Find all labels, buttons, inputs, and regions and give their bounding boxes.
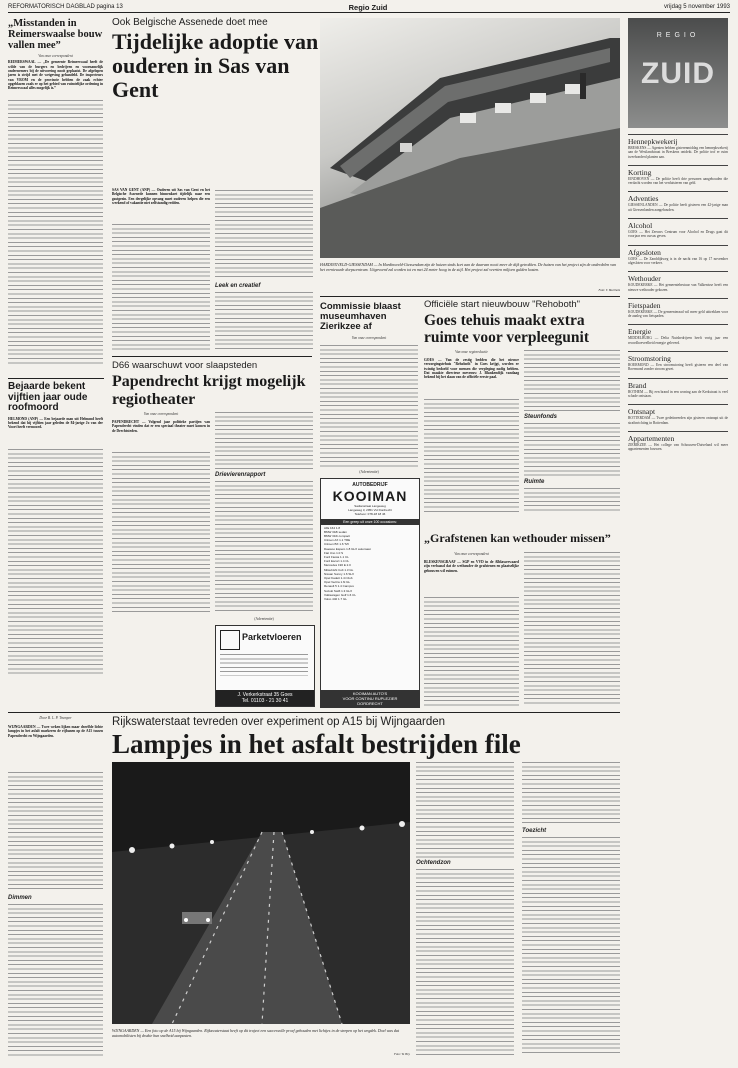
parket-contact: [216, 690, 314, 706]
rehoboth-byline: Van onze regioredactie: [455, 350, 488, 354]
bottom-rule: [8, 712, 620, 713]
adoptie-body-col2: [215, 190, 313, 280]
grafstenen-lead: BLESKENSGRAAF — SGP en VVD in de Alblasserwaard zijn verbaasd dat de wethouder de grafstenen en plaatselijke gebouwen wil ruimen.: [424, 560, 519, 573]
rehoboth-body-col1: [424, 399, 519, 514]
adoptie-kicker: Ook Belgische Assenede doet mee: [112, 17, 268, 28]
sidebar-brief: [628, 298, 728, 319]
dike-photo-caption: HARDINXVELD-GIESSENDAM — In Hardinxveld-Giessendam zijn de huizen sinds kort aan de daarvan nooit meer de dijk getrokken. De huizen van het project zijn de onderdelen van het vernieuwde dorpscentrum. Uitgevoerd zal worden tot en met 24 meter hoog in de stijl. Het project zal veertien miljoen gulden kosten.: [320, 262, 617, 272]
sidebar-brief: [628, 218, 728, 239]
car-list-item: Mitsubishi Colt 1.3 GL: [324, 567, 354, 572]
kooiman-list-title: Een greep uit onze 100 occasions:: [321, 519, 419, 525]
sidebar-brief: [628, 134, 728, 159]
adoptie-body-col3: [215, 292, 313, 352]
ad-label-mid: (Advertentie): [254, 617, 274, 621]
museum-rule: [320, 296, 620, 297]
car-list-item: BMW 316i compact: [324, 534, 351, 539]
ad-label-top: (Advertentie): [359, 470, 379, 474]
roofmoord-headline: Bejaarde bekent vijftien jaar oude roofmoord: [8, 381, 88, 413]
rws-subhead-2: Toezicht: [522, 828, 547, 834]
parket-address: J. Verkerkstraat 35 Goes: [237, 692, 293, 698]
parket-ad: [215, 625, 315, 707]
museum-headline: Commissie blaast museumhaven Zierikzee af: [320, 301, 401, 332]
highway-illustration: [112, 762, 410, 1024]
sidebar-brief-text: KOUDEKERKE — De gemeenteraad wil meer geld uittrekken voor de aanleg van fietspaden.: [628, 309, 728, 319]
adoptie-subhead: Leek en creatief: [215, 283, 261, 289]
d66-kicker: D66 waarschuwt voor slaapsteden: [112, 360, 258, 371]
rws-body-left-2: [8, 904, 103, 1056]
kooiman-addr1: Sadianstraat Langeweg: [354, 504, 386, 508]
sidebar-brief-text: ROTTERDAM — Twee gedetineerden zijn gisteren ontsnapt uit de strafinrichting in Rotterdam.: [628, 416, 728, 425]
d66-byline: Van onze correspondent: [143, 412, 179, 416]
d66-headline: Papendrecht krijgt mogelijk regiotheater: [112, 373, 306, 408]
kooiman-ad: [320, 478, 420, 708]
sidebar-brief: [628, 271, 728, 292]
sidebar-brief-title: Fietspaden: [628, 298, 728, 310]
parket-logo-icon: [220, 630, 240, 650]
sidebar-brief-title: Afgesloten: [628, 245, 728, 257]
d66-lead: PAPENDRECHT — Volgend jaar politieke partijen van Papendrecht vinden dat er een speciaal theater moet komen in de Drechtsteden.: [112, 420, 210, 433]
d66-body-col2: [215, 412, 313, 470]
sidebar-brief-title: Adventies: [628, 191, 728, 203]
rehoboth-subhead-2: Ruimte: [524, 479, 545, 485]
parket-name: Parketvloeren: [242, 632, 302, 642]
sidebar-brief-title: Stroomstoring: [628, 351, 728, 363]
adoptie-body-col1: [112, 224, 210, 352]
rws-body-left: [8, 772, 103, 892]
sidebar-brief: [628, 324, 728, 345]
rws-headline: Lampjes in het asfalt bestrijden file: [112, 729, 521, 759]
rehoboth-subhead-1: Steunfonds: [524, 414, 557, 420]
rws-body-col2: [416, 762, 514, 858]
rehoboth-body-col3: [524, 423, 620, 477]
header-left: REFORMATORISCH DAGBLAD pagina 13: [8, 4, 123, 10]
sidebar-brief: [628, 431, 728, 452]
header-rule: [8, 12, 730, 13]
rehoboth-lead: GOES — Van de zestig bedden die het nieuwe verzorgingstehuis "Rehoboth" in Goes krijgt, worden er twintig bedoeld voor mensen die verpleging nodig hebben. Dat maakte directeur mevrouw J. Blankendijk vandaag bekend bij het slaan van de officiële eerste paal.: [424, 358, 519, 380]
grafstenen-body-col1: [424, 597, 519, 707]
masthead-regio: REGIO: [656, 32, 700, 39]
sidebar-brief-text: EINDHOVEN — De politie heeft drie personen aangehouden die verdacht worden van het verduisteren van geld.: [628, 176, 728, 186]
sidebar-brief-title: Korting: [628, 165, 728, 177]
kooiman-footer-3: DORDRECHT: [357, 701, 383, 706]
reimerswaal-body: [8, 100, 103, 365]
rws-body-col2b: [416, 869, 514, 1056]
top-story: [112, 17, 320, 102]
sidebar-brief: [628, 404, 728, 425]
grafstenen-byline: Van onze correspondent: [454, 552, 489, 556]
d66-body-col3: [215, 481, 313, 614]
kooiman-addr2: Langeweg 3, 2951 VH Dordrecht: [348, 508, 392, 513]
car-list-item: Opel Kadett 1.4i Club: [324, 576, 353, 581]
car-list-item: Daewoo Espero 1.8 GLX automaat: [324, 546, 371, 551]
kooiman-footer-2: VOOR CONTINU RUPLEZIER: [342, 696, 398, 701]
sidebar-brief-text: GIESSENLANDEN — De politie heeft gisteren een 42-jarige man uit Giessenlanden aangehouden.: [628, 203, 728, 212]
car-list-item: BMW 318i sedan: [324, 529, 347, 534]
sidebar-brief-text: GOES — Het Zeeuws Centrum voor Alcohol en Drugs gaat dit voorjaar een cursus geven.: [628, 230, 728, 239]
car-list-item: Mercedes 190 E 2.0: [324, 563, 351, 568]
sidebar-brief: [628, 191, 728, 212]
sidebar-brief: [628, 378, 728, 399]
rehoboth-body-col2: [524, 350, 620, 412]
d66-rule: [112, 356, 312, 357]
reimerswaal-byline: Van onze correspondent: [38, 54, 73, 59]
sidebar-brief-text: ZIERIKZEE — Het college van Schouwen-Duiveland wil meer appartementen bouwen.: [628, 442, 728, 452]
car-list-item: Suzuki Swift 1.3 GLX: [324, 588, 353, 593]
sidebar-brief-text: KOUDEKERKE — Het gemeentebestuur van Valkenisse heeft een nieuwe wethouder gekozen.: [628, 283, 728, 292]
sidebar-brief-title: Energie: [628, 324, 728, 336]
sidebar-brief-title: Hennepkwekerij: [628, 134, 728, 146]
car-list-item: Volkswagen Golf 1.6 CL: [324, 592, 357, 597]
d66-subhead: Drievierenrapport: [215, 472, 266, 478]
sidebar-brief: [628, 351, 728, 372]
grafstenen-headline: „Grafstenen kan wethouder missen”: [424, 531, 611, 545]
parket-phone: Tel. 01103 - 21 30 41: [241, 698, 289, 704]
masthead-zuid: ZUID: [641, 57, 715, 90]
left-column: [8, 18, 103, 365]
kooiman-small: AUTOBEDRIJF: [352, 482, 388, 488]
sidebar-brief-text: ROERMOND — Een stroomstoring heeft gisteren een deel van Roermond zonder stroom gezet.: [628, 363, 728, 372]
header-date: vrijdag 5 november 1993: [663, 4, 730, 10]
car-list-item: Nissan Sunny 1.6 SLX: [324, 571, 355, 576]
left-mid-column: [8, 382, 103, 675]
header-section: Regio Zuid: [348, 3, 388, 12]
rws-subhead-1: Ochtendzon: [416, 860, 451, 866]
museum-body: [320, 345, 418, 467]
car-list-item: Volvo 440 1.7 GL: [324, 597, 348, 602]
rehoboth-body-col4: [524, 488, 620, 514]
car-list-item: Alfa 164 1.8: [324, 525, 341, 530]
left-divider: [8, 378, 104, 379]
d66-body-col1: [112, 452, 210, 614]
rehoboth-headline: Goes tehuis maakt extra ruimte voor verpleegunit: [424, 312, 590, 346]
dike-photo-credit: Foto: T. Buchholz: [598, 288, 620, 292]
kooiman-phone: Telefoon: 078-18 18 46: [354, 512, 386, 517]
sidebar-briefs: [628, 134, 728, 934]
rws-subhead-left: Dimmen: [8, 895, 32, 901]
museum-byline: Van onze correspondent: [351, 336, 387, 340]
highway-night-photo: [112, 762, 410, 1024]
reimerswaal-headline: „Misstanden in Reimerswaalse bouw vallen mee”: [8, 18, 103, 52]
sidebar-brief-text: MIDDELBURG — Delta Nutsbedrijven heeft vorig jaar een recordhoeveelheid energie geleverd.: [628, 336, 728, 345]
kooiman-name: KOOIMAN: [332, 488, 408, 504]
roofmoord-body: [8, 449, 103, 675]
sidebar-brief-text: GOES — De Zanddijkweg is in de nacht van 16 op 17 november afgesloten voor verkeer.: [628, 256, 728, 265]
adoptie-lead: SAS VAN GENT (ANP) — Ouderen uit Sas van Gent en het Belgische Assenede kunnen binnenkort tijdelijk naar een gastgezin. Een dergelijke opvang moet ouderen helpen die een weekend of vakantie niet zelfstandig redden.: [112, 188, 210, 205]
sidebar-brief-title: Ontsnapt: [628, 404, 728, 416]
adoptie-headline: Tijdelijke adoptie van ouderen in Sas van Gent: [112, 29, 319, 102]
car-list-item: Renault 5 1.4 Campus: [324, 584, 354, 589]
sidebar-brief: [628, 165, 728, 186]
car-list-item: Fiat Uno 1.0 S: [324, 550, 344, 555]
dike-houses-photo: [320, 18, 620, 258]
highway-photo-caption: WIJNGAARDEN — Een foto op de A15 bij Wijngaarden. Rijkswaterstaat heeft op dit traject een succesvolle proef gehouden met lichtjes in de strepen op het wegdek. Doel was dat automobilisten bij drukte hun snelheid aanpasten.: [112, 1028, 399, 1038]
rehoboth-kicker: Officiële start nieuwbouw "Rehoboth": [424, 299, 581, 310]
sidebar-brief-title: Wethouder: [628, 271, 728, 283]
kooiman-footer-1: KOOIMAN AUTO'S: [352, 691, 388, 696]
sidebar-brief-text: BRESKENS — Agenten hebben gisterenmiddag een hennepkwekerij aan de Westlandstraat in Breskens ontdekt. De politie trof er ruim tweehonderd planten aan.: [628, 146, 728, 159]
car-list-item: Opel Vectra 1.6i GL: [324, 580, 351, 585]
rws-kicker: Rijkswaterstaat tevreden over experiment op A15 bij Wijngaarden: [112, 716, 446, 728]
car-list-item: Citroen BX 1.6 TZI: [324, 542, 349, 547]
kooiman-footer: [321, 690, 419, 707]
rws-byline: Door B. L. P. Trumper: [39, 716, 72, 720]
parket-text: [220, 654, 308, 676]
sidebar-brief: [628, 245, 728, 266]
sidebar-brief-text: ROTHEM — Bij een brand in een woning aan de Kerkstraat is veel schade ontstaan.: [628, 389, 728, 398]
car-list-item: Citroen AX 1.1 TRE: [324, 538, 351, 543]
highway-photo-credit: Foto: W. Hey: [394, 1052, 410, 1056]
reimerswaal-lead: REIMERSWAAL — „De gemeente Reimerswaal heeft de wilde van de burgers en bedrijven en voornamelijk ondernemers bij de uitvoering nooit geplaatst. De afgelopen jaren is strijd met de wetgeving gehandeld. De inspecteurs van VROM en de provincie hebben de zaak echter opgeblazen zoals er op het gebied van ruimtelijke ordening in Reimerswaal alles mogelijk is.”: [8, 60, 103, 91]
rws-body-col3: [522, 762, 620, 826]
regio-zuid-masthead: [628, 18, 728, 128]
car-list-item: Ford Fiesta 1.1 CL: [324, 555, 349, 560]
houses-illustration: [320, 18, 620, 258]
sidebar-brief-title: Alcohol: [628, 218, 728, 230]
sidebar-brief-title: Brand: [628, 378, 728, 390]
kooiman-car-list: [321, 525, 419, 603]
grafstenen-body-col2: [524, 552, 620, 707]
rws-lead: WIJNGAARDEN — Twee weken lijken maar dezelfde lichte lampjes in het asfalt markeren de rijbanen op de A15 tussen Papendrecht en Wijngaarden.: [8, 725, 103, 738]
rws-body-col3b: [522, 837, 620, 1056]
sidebar-brief-title: Appartementen: [628, 431, 728, 443]
roofmoord-lead: HELMOND (ANP) — Een bejaarde man uit Helmond heeft bekend dat hij vijftien jaar geleden de 84-jarige Jo van der Voort heeft vermoord.: [8, 416, 103, 430]
car-list-item: Ford Escort 1.4 CL: [324, 559, 350, 564]
